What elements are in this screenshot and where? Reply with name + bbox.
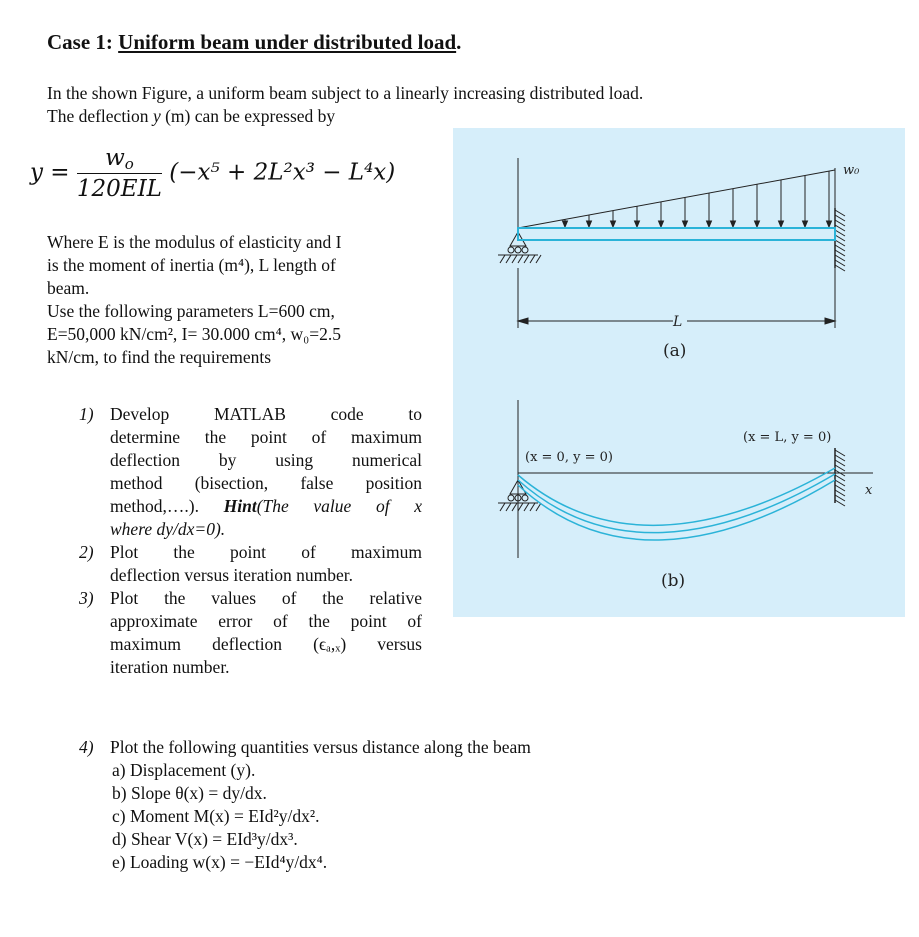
item-line: Plot the following quantities versus distance along the beam [110,737,531,757]
figure-stroke [835,225,845,231]
figure-stroke [530,255,535,263]
sub-item-b: b) Slope θ(x) = dy/dx. [112,783,267,803]
beam-b-deflected [518,468,835,540]
requirement-item-3 [47,587,422,679]
requirements-list [47,403,422,679]
item-line: deflection versus iteration number. [110,565,353,585]
figure-stroke [835,490,845,496]
figure-stroke [835,250,845,256]
equation-fraction [77,145,162,202]
load-arrow-head [587,221,592,227]
figure-stroke [835,460,845,466]
figure-stroke [524,255,529,263]
intro-paragraph [47,82,643,128]
sub-item-e: e) Loading w(x) = −EId⁴y/dx⁴. [112,852,328,872]
load-arrow-head [683,221,688,227]
item-line: approximate error of the point of [110,611,422,631]
figure-stroke [518,503,523,511]
requirement-item-1 [47,403,422,541]
figure-stroke [835,235,845,241]
figure-stroke [835,480,845,486]
item-line: deflection by using numerical [110,450,422,470]
figure-stroke [835,240,845,246]
figure-stroke [835,500,845,506]
figure-stroke [506,255,511,263]
figure-b-label: (b) [661,571,686,591]
x-axis-label: x [865,483,873,498]
figure-a-label: (a) [663,341,687,361]
sub-item-c: c) Moment M(x) = EId²y/dx². [112,806,320,826]
figure-stroke [536,503,541,511]
parameters-paragraph [47,231,427,369]
item-line: iteration number. [110,657,230,677]
w0-label: w₀ [843,163,860,178]
figure-stroke [835,495,845,501]
sub-item-a: a) Displacement (y). [112,760,256,780]
intro-line-1: In the shown Figure, a uniform beam subject to a linearly increasing distributed load. [47,83,644,103]
item-line: Plot the values of the relative [110,588,422,608]
equation-denominator: 120EIL [76,176,162,202]
where-line-6: kN/cm, to find the requirements [47,347,272,367]
where-line-1: Where E is the modulus of elasticity and I [47,232,342,252]
load-arrow-head [803,221,808,227]
figure-stroke [500,255,505,263]
figure-stroke [835,265,845,271]
load-arrow-head [659,221,664,227]
figure-stroke [524,503,529,511]
equation-lhs: y = [30,159,70,186]
figure-stroke [835,245,845,251]
where-line-5: E=50,000 kN/cm², I= 30.000 cm⁴, w₀=2.5 [47,324,341,344]
figure-stroke [835,260,845,266]
item-line: where dy/dx=0). [110,519,226,539]
beam-a [518,228,835,240]
intro-line-2: The deflection y (m) can be expressed by [47,106,336,126]
figure-stroke [530,503,535,511]
where-line-2: is the moment of inertia (m⁴), L length of [47,255,336,275]
figure-stroke [518,255,523,263]
figure-stroke [500,503,505,511]
figure-stroke [835,210,845,216]
figure-stroke [835,255,845,261]
length-label: L [673,314,683,330]
figure-stroke [835,485,845,491]
load-arrow-head [755,221,760,227]
left-boundary-condition: (x = 0, y = 0) [525,450,613,465]
item-number: 3) [79,588,94,608]
equation-numerator: $w_o$ [77,145,162,174]
load-arrow-head [611,221,616,227]
load-arrow-head [563,221,568,227]
item-number: 4) [79,737,94,757]
page-title: Case 1: Uniform beam under distributed load. [47,30,462,54]
item-number: 1) [79,404,94,424]
load-arrow-head [731,221,736,227]
item-line: method,….). Hint(The value of x [110,496,422,516]
figure-stroke [512,503,517,511]
figure-stroke [835,455,845,461]
requirement-item-2 [47,541,422,587]
item-line: maximum deflection (ϵₐ,ₓ) versus [110,634,422,654]
sub-item-d: d) Shear V(x) = EId³y/dx³. [112,829,298,849]
load-arrow-head [635,221,640,227]
title-underlined: Uniform beam under distributed load [118,30,457,54]
figure-stroke [835,465,845,471]
equation-rhs: (−x⁵ + 2L²x³ − L⁴x) [169,159,396,186]
load-arrow-head [707,221,712,227]
item-line: method (bisection, false position [110,473,422,493]
where-line-3: beam. [47,278,90,298]
right-boundary-condition: (x = L, y = 0) [743,430,832,445]
figure-panel [453,128,905,617]
load-arrow-head [779,221,784,227]
figure-stroke [835,450,845,456]
load-arrow-head [827,221,832,227]
item-number: 2) [79,542,94,562]
figure-stroke [506,503,511,511]
figure-stroke [835,475,845,481]
item-line: Plot the point of maximum [110,542,422,562]
where-line-4: Use the following parameters L=600 cm, [47,301,335,321]
deflection-equation [30,145,395,202]
figure-stroke [536,255,541,263]
beam-figure [453,128,905,617]
figure-stroke [835,220,845,226]
item-line: Develop MATLAB code to [110,404,422,424]
figure-stroke [835,215,845,221]
item-line: determine the point of maximum [110,427,422,447]
requirement-item-4 [47,736,531,874]
figure-stroke [835,230,845,236]
figure-stroke [512,255,517,263]
